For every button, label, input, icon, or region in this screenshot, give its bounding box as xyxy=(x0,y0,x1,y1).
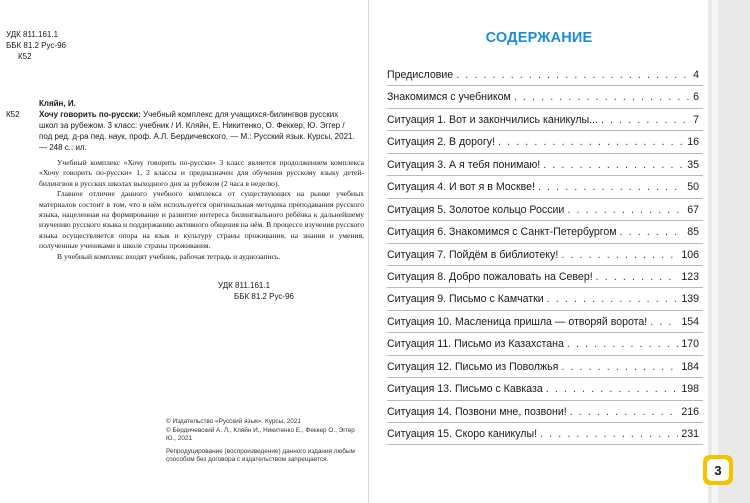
catalog-details: Учебный комплекс для учащихся-билингвов русских школ за рубежом. 3 класс: учебник / И. Кляйн, Е. Никитенко, О. Феккер, Ю. Эггер / под ред. д-ра пед. наук, проф. А.Л. Бердичевского. — М.: Русский язык. Курсы, 2021. — 248 с.: ил. xyxy=(39,110,355,152)
contents-item-label: Ситуация 5. Золотое кольцо России xyxy=(387,203,565,216)
contents-item[interactable] xyxy=(387,288,703,310)
contents-item-label: Ситуация 9. Письмо с Камчатки xyxy=(387,293,544,306)
contents-item-label: Ситуация 4. И вот я в Москве! xyxy=(387,181,535,194)
leader-dots xyxy=(538,181,684,193)
leader-dots xyxy=(546,383,679,395)
contents-item-label: Ситуация 1. Вот и закончились каникулы... xyxy=(387,113,598,126)
contents-item-label: Ситуация 12. Письмо из Поволжья xyxy=(387,360,559,373)
contents-item[interactable] xyxy=(387,131,703,153)
leader-dots xyxy=(540,428,678,440)
leader-dots xyxy=(596,271,679,283)
leader-dots xyxy=(601,114,690,126)
leader-dots xyxy=(567,204,684,216)
catalog-author: Кляйн, И. xyxy=(39,99,76,108)
leader-dots xyxy=(570,406,679,418)
contents-item-page: 231 xyxy=(681,428,699,440)
page-edge xyxy=(708,0,750,503)
contents-item-label: Ситуация 7. Пойдём в библиотеку! xyxy=(387,248,559,261)
annotation-paragraph: Главное отличие данного учебного комплекса от существующих на рынке учебных материалов состоит в том, что в нём используется оригинальная методика преподавания русского языка, нацеленная на формирование и развитие интереса билингвального ребёнка к дальнейшему изучению русского языка и поддержанию активного общения на нём. В процессе изучения русского языка осуществляется опора на язык и культуру страны проживания, на знания и умения, полученные учениками в школе страны проживания. xyxy=(39,189,364,251)
leader-dots xyxy=(567,338,678,350)
contents-item-page: 50 xyxy=(687,181,699,194)
catalog-title: Хочу говорить по-русски: xyxy=(39,110,141,119)
contents-item-page: 216 xyxy=(681,405,699,418)
leader-dots xyxy=(561,249,678,261)
contents-item[interactable] xyxy=(387,221,703,243)
contents-item-page: 106 xyxy=(681,248,699,261)
contents-item-label: Ситуация 11. Письмо из Казахстана xyxy=(387,338,564,351)
contents-item-page: 6 xyxy=(693,91,699,104)
annotation-paragraph: Учебный комплекс «Хочу говорить по-русски» 3 класс является продолжением комплекса «Хочу говорить по-русски» 1, 2 классы и предназначен для обучения русскому языку детей-билингвов в русских школах выходного дня за рубежом (2 часа в неделю). xyxy=(39,158,364,188)
contents-item-label: Ситуация 8. Добро пожаловать на Север! xyxy=(387,270,593,283)
catalog-description xyxy=(39,109,359,153)
contents-item-page: 154 xyxy=(681,315,699,328)
contents-item[interactable] xyxy=(387,401,703,423)
annotation-paragraph: В учебный комплекс входят учебник, рабочая тетрадь и аудиозапись. xyxy=(57,251,281,261)
leader-dots xyxy=(498,136,684,148)
contents-item-label: Ситуация 15. Скоро каникулы! xyxy=(387,428,538,440)
page-edge-stripe xyxy=(712,0,718,503)
contents-list xyxy=(387,64,703,445)
contents-item-page: 16 xyxy=(687,136,699,149)
imprint-page xyxy=(0,0,368,503)
leader-dots xyxy=(543,159,684,171)
contents-item-page: 4 xyxy=(693,69,699,81)
contents-item-label: Предисловие xyxy=(387,69,454,81)
contents-item-page: 35 xyxy=(687,158,699,171)
contents-item[interactable] xyxy=(387,423,703,445)
contents-item[interactable] xyxy=(387,64,703,86)
leader-dots xyxy=(547,293,679,305)
contents-item-page: 184 xyxy=(681,360,699,373)
copyright-authors: © Бердичевский А. Л., Кляйн И., Никитенко Е., Феккер О., Эггер Ю., 2021 xyxy=(166,426,355,443)
contents-item[interactable] xyxy=(387,244,703,266)
contents-item[interactable] xyxy=(387,311,703,333)
contents-item[interactable] xyxy=(387,333,703,355)
contents-item-label: Ситуация 10. Масленица пришла — отворяй ворота! xyxy=(387,315,648,328)
leader-dots xyxy=(514,91,690,103)
leader-dots xyxy=(561,361,678,373)
bbk-code-bottom: ББК 81.2 Рус-96 xyxy=(234,292,294,301)
bbk-code: ББК 81.2 Рус-96 xyxy=(6,41,66,50)
contents-item-label: Ситуация 13. Письмо с Кавказа xyxy=(387,383,543,396)
copyright-publisher: © Издательство «Русский язык». Курсы, 2021 xyxy=(166,418,301,425)
leader-dots xyxy=(456,69,690,81)
udk-code-bottom: УДК 811.161.1 xyxy=(218,281,271,290)
contents-item[interactable] xyxy=(387,86,703,108)
annotation xyxy=(39,158,364,262)
contents-item[interactable] xyxy=(387,356,703,378)
contents-item[interactable] xyxy=(387,378,703,400)
contents-item-page: 123 xyxy=(681,270,699,283)
udk-code: УДК 811.161.1 xyxy=(6,30,59,39)
classification-codes xyxy=(6,29,66,62)
contents-item-page: 85 xyxy=(687,226,699,239)
contents-title: СОДЕРЖАНИЕ xyxy=(485,30,593,46)
contents-item-page: 7 xyxy=(693,113,699,126)
catalog-entry xyxy=(39,98,359,153)
contents-item-page: 170 xyxy=(681,338,699,351)
author-mark: К52 xyxy=(18,52,32,61)
contents-item[interactable] xyxy=(387,266,703,288)
leader-dots xyxy=(620,226,685,238)
contents-item[interactable] xyxy=(387,109,703,131)
contents-item-page: 67 xyxy=(687,203,699,216)
contents-item[interactable] xyxy=(387,199,703,221)
page-number-badge xyxy=(703,455,733,485)
classification-codes-bottom xyxy=(218,280,294,302)
contents-item[interactable] xyxy=(387,154,703,176)
contents-item-page: 139 xyxy=(681,293,699,306)
contents-item-label: Ситуация 6. Знакомимся с Санкт-Петербургом xyxy=(387,226,617,239)
contents-item-page: 198 xyxy=(681,383,699,396)
leader-dots xyxy=(650,316,678,328)
contents-item-label: Ситуация 2. В дорогу! xyxy=(387,136,496,149)
catalog-author-mark: К52 xyxy=(6,110,20,119)
contents-item-label: Знакомимся с учебником xyxy=(387,91,511,104)
contents-page xyxy=(368,0,709,503)
contents-item[interactable] xyxy=(387,176,703,198)
copyright-note: Репродуцирование (воспроизведение) данного издания любым способом без договора с издательством запрещается. xyxy=(166,447,355,464)
page-number: 3 xyxy=(707,459,729,481)
contents-item-label: Ситуация 14. Позвони мне, позвони! xyxy=(387,405,567,418)
contents-item-label: Ситуация 3. А я тебя понимаю! xyxy=(387,158,541,171)
copyright-block xyxy=(166,418,366,465)
